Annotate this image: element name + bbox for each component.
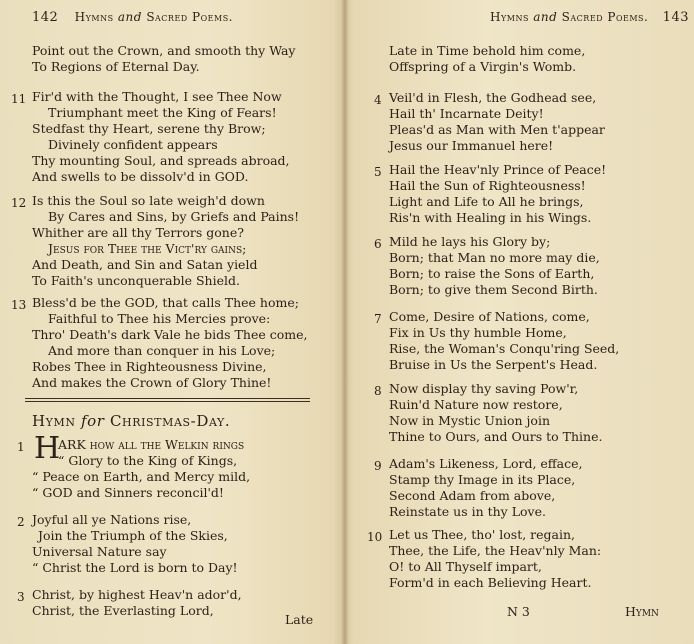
verse-line: Jesus our Immanuel here! [389,138,554,153]
left-page [0,0,345,644]
verse-number: 7 [374,312,382,326]
verse-line: Now in Mystic Union join [389,413,551,428]
verse-number: 12 [11,196,27,210]
right-head-poems: Sacred Poems. [561,10,649,24]
verse-line: Light and Life to All he brings, [389,194,584,209]
right-top-line: Late in Time behold him come, [389,43,586,58]
verse-line: Form'd in each Believing Heart. [389,575,592,590]
right-catchword: Hymn [625,604,659,619]
verse-line: Joyful all ye Nations rise, [32,512,192,527]
verse-line: To Faith's unconquerable Shield. [32,273,240,288]
verse-line: Universal Nature say [32,544,167,559]
verse-line: Second Adam from above, [389,488,556,503]
verse-line: Adam's Likeness, Lord, efface, [389,456,583,471]
hymn-title-for: for [81,412,105,430]
hymn-title-day: Christmas-Day. [109,412,231,430]
verse-number: 9 [374,459,382,473]
drop-cap: H [34,431,61,466]
verse-number: 8 [374,384,382,398]
right-head-and: and [533,10,558,24]
verse-line: “ GOD and Sinners reconcil'd! [32,485,224,500]
section-rule [25,398,310,399]
verse-number: 3 [17,590,25,604]
verse-number: 6 [374,237,382,251]
verse-number: 4 [374,93,382,107]
verse-line: Is this the Soul so late weigh'd down [32,193,265,208]
verse-line: Christ, the Everlasting Lord, [32,603,214,618]
verse-line: Mild he lays his Glory by; [389,234,551,249]
verse-line: ARK how all the Welkin rings [58,437,245,452]
left-running-head [32,10,332,25]
verse-line: Thy mounting Soul, and spreads abroad, [32,153,290,168]
verse-line: Born; to give them Second Birth. [389,282,598,297]
verse-line: And more than conquer in his Love; [48,343,276,358]
verse-line: Faithful to Thee his Mercies prove: [48,311,271,326]
left-top-line: To Regions of Eternal Day. [32,59,200,74]
verse-line: Whither are all thy Terrors gone? [32,225,244,240]
verse-line: Thine to Ours, and Ours to Thine. [389,429,603,444]
right-page-number: 143 [662,10,689,25]
verse-line: Thee, the Life, the Heav'nly Man: [389,543,602,558]
verse-line: Veil'd in Flesh, the Godhead see, [389,90,597,105]
verse-line: “ Christ the Lord is born to Day! [32,560,238,575]
right-top-line: Offspring of a Virgin's Womb. [389,59,577,74]
verse-number: 10 [367,530,383,544]
verse-line: Hail the Sun of Righteousness! [389,178,586,193]
left-page-number: 142 [32,10,59,25]
verse-line: Divinely confident appears [48,137,218,152]
verse-line: Pleas'd as Man with Men t'appear [389,122,605,137]
verse-line: And Death, and Sin and Satan yield [32,257,258,272]
verse-line: And swells to be dissolv'd in GOD. [32,169,249,184]
verse-line: Bruise in Us the Serpent's Head. [389,357,598,372]
verse-line: And makes the Crown of Glory Thine! [32,375,272,390]
verse-line: Christ, by highest Heav'n ador'd, [32,587,242,602]
left-head-poems: Sacred Poems. [146,10,233,24]
verse-number: 13 [11,298,27,312]
verse-line: Jesus for Thee the Vict'ry gains; [48,241,247,256]
right-page [349,0,694,644]
left-head-and: and [117,10,142,24]
verse-line: Fir'd with the Thought, I see Thee Now [32,89,282,104]
left-head-hymns: Hymns [74,10,114,24]
verse-line: Thro' Death's dark Vale he bids Thee come, [32,327,308,342]
left-top-line: Point out the Crown, and smooth thy Way [32,43,296,58]
verse-line: Triumphant meet the King of Fears! [48,105,277,120]
hymn-title-hymn: Hymn [32,412,76,430]
verse-line: Rise, the Woman's Conqu'ring Seed, [389,341,620,356]
verse-line: Hail the Heav'nly Prince of Peace! [389,162,607,177]
verse-number: 1 [17,440,25,454]
verse-number: 2 [17,515,25,529]
section-rule [25,401,310,402]
verse-line: “ Peace on Earth, and Mercy mild, [32,469,251,484]
verse-line: Robes Thee in Righteousness Divine, [32,359,267,374]
verse-line: Fix in Us thy humble Home, [389,325,567,340]
verse-line: Ruin'd Nature now restore, [389,397,563,412]
verse-line: Born; that Man no more may die, [389,250,600,265]
verse-line: Ris'n with Healing in his Wings. [389,210,592,225]
verse-number: 11 [11,92,27,106]
verse-line: Reinstate us in thy Love. [389,504,546,519]
right-running-head [419,10,689,25]
verse-line: By Cares and Sins, by Griefs and Pains! [48,209,300,224]
signature-mark: N 3 [507,604,530,619]
verse-line: Stedfast thy Heart, serene thy Brow; [32,121,266,136]
verse-line: Stamp thy Image in its Place, [389,472,576,487]
hymn-title [32,412,230,430]
verse-line: O! to All Thyself impart, [389,559,542,574]
left-catchword: Late [285,612,314,627]
verse-line: Let us Thee, tho' lost, regain, [389,527,576,542]
verse-line: “ Glory to the King of Kings, [58,453,238,468]
verse-number: 5 [374,165,382,179]
right-head-hymns: Hymns [490,10,529,24]
verse-line: Come, Desire of Nations, come, [389,309,590,324]
verse-line: Hail th' Incarnate Deity! [389,106,544,121]
verse-line: Join the Triumph of the Skies, [38,528,228,543]
verse-line: Bless'd be the GOD, that calls Thee home; [32,295,299,310]
verse-line: Born; to raise the Sons of Earth, [389,266,595,281]
verse-line: Now display thy saving Pow'r, [389,381,579,396]
